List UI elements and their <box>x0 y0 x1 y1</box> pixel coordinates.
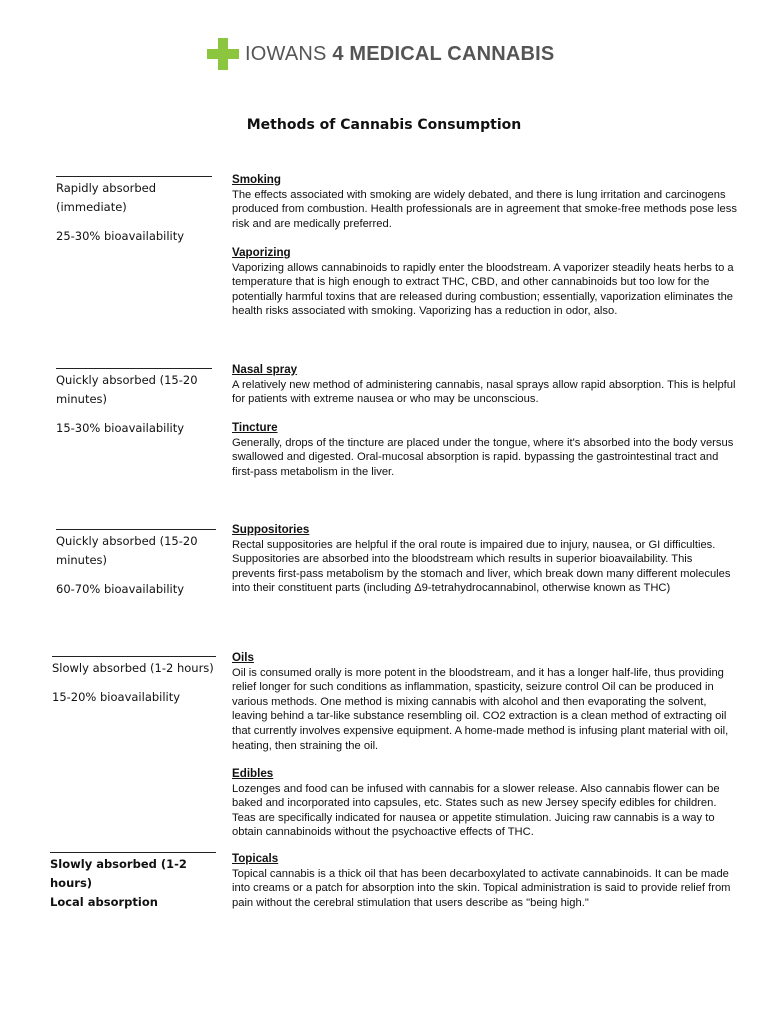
section-body: Vaporizing allows cannabinoids to rapidly enter the bloodstream. A vaporizer steadily heats herbs to a temperature that is high enough to extract THC, CBD, and other cannabinoids but too low for the potentially harmful toxins that are released during combustion; essentially, vaporization eliminates the health risks associated with smoking. Vaporizing has a reduction in odor, also. <box>232 261 734 318</box>
label-line: minutes) <box>56 553 108 567</box>
section-heading: Nasal spray <box>232 363 298 376</box>
absorption-label-5 <box>50 852 216 912</box>
absorption-label-3 <box>56 529 216 599</box>
label-line: Quickly absorbed (15-20 <box>56 534 198 548</box>
label-line: Rapidly absorbed <box>56 181 157 195</box>
section-smoking <box>232 173 737 231</box>
absorption-label-4 <box>52 656 216 707</box>
label-line: Quickly absorbed (15-20 <box>56 373 198 387</box>
section-body: Oil is consumed orally is more potent in the bloodstream, and it has a longer half-life, thus providing relief longer for such conditions as inflammation, spasticity, seizure control Oil can be produced in various methods. One method is mixing cannabis with alcohol and then evaporating the solvent, leaving behind a tar-like substance resembling oil. CO2 extraction is a clean method of extracting oil that currently involves expensive equipment. A home-made method is infusing plant material with oil, heating, then straining the oil. <box>232 666 729 752</box>
label-line: Slowly absorbed (1-2 hours) <box>50 857 187 890</box>
section-topicals <box>232 852 737 910</box>
section-heading: Topicals <box>232 852 279 865</box>
section-heading: Edibles <box>232 767 274 780</box>
label-line: minutes) <box>56 392 108 406</box>
section-oils <box>232 651 737 753</box>
label-rule <box>56 176 212 177</box>
section-body: Lozenges and food can be infused with cannabis for a slower release. Also cannabis flower can be baked and incorporated into capsules, etc. States such as new Jersey specify edibles for children. Teas are specifically indicated for nausea or appetite stimulation. Juicing raw cannabis is a way to obtain cannabinoids without the psychoactive effects of THC. <box>232 782 720 839</box>
section-tincture <box>232 421 737 479</box>
section-heading: Smoking <box>232 173 281 186</box>
medical-cross-icon <box>207 38 239 70</box>
label-rule <box>52 656 216 657</box>
brand-name <box>245 43 554 66</box>
bioavailability-text: 25-30% bioavailability <box>56 229 185 243</box>
section-vaporizing <box>232 246 737 319</box>
section-body: Generally, drops of the tincture are placed under the tongue, where it's absorbed into the body versus swallowed and digested. Oral-mucosal absorption is rapid. bypassing the gastrointestinal tract and first-pass metabolism in the liver. <box>232 436 734 478</box>
document-title: Methods of Cannabis Consumption <box>246 117 522 133</box>
label-rule <box>50 852 216 853</box>
label-rule <box>56 368 212 369</box>
logo <box>207 37 554 71</box>
bioavailability-text: 15-20% bioavailability <box>52 690 181 704</box>
label-line: Local absorption <box>50 895 158 909</box>
section-heading: Tincture <box>232 421 278 434</box>
bioavailability-text: 15-30% bioavailability <box>56 421 185 435</box>
brand-name-bold: 4 MEDICAL CANNABIS <box>332 42 555 65</box>
section-body: The effects associated with smoking are widely debated, and there is lung irritation and carcinogens produced from combustion. Health professionals are in agreement that smoke-free methods pose less risk and are medically preferred. <box>232 188 737 230</box>
section-body: Topical cannabis is a thick oil that has been decarboxylated to activate cannabinoids. It can be made into creams or a patch for absorption into the skin. Topical administration is said to provide relief from pain without the cerebral stimulation that users describe as "being high." <box>232 867 731 909</box>
label-line: Slowly absorbed (1-2 hours) <box>52 661 214 675</box>
label-line: (immediate) <box>56 200 127 214</box>
section-nasal-spray <box>232 363 737 407</box>
brand-name-light: IOWANS <box>245 42 333 65</box>
section-heading: Oils <box>232 651 254 664</box>
section-body: Rectal suppositories are helpful if the oral route is impaired due to injury, nausea, or GI difficulties. Suppositories are absorbed into the bloodstream which results in superior bioavailability. This prevents first-pass metabolism by the stomach and liver, which break down many different molecules into their constituent parts (including Δ9-tetrahydrocannabinol, otherwise known as THC) <box>232 538 731 595</box>
section-heading: Suppositories <box>232 523 310 536</box>
section-edibles <box>232 767 737 840</box>
section-suppositories <box>232 523 737 596</box>
absorption-label-2 <box>56 368 212 438</box>
section-body: A relatively new method of administering cannabis, nasal sprays allow rapid absorption. This is helpful for patients with extreme nausea or who may be unconscious. <box>232 378 736 406</box>
label-rule <box>56 529 216 530</box>
bioavailability-text: 60-70% bioavailability <box>56 582 185 596</box>
section-heading: Vaporizing <box>232 246 291 259</box>
absorption-label-1 <box>56 176 212 246</box>
